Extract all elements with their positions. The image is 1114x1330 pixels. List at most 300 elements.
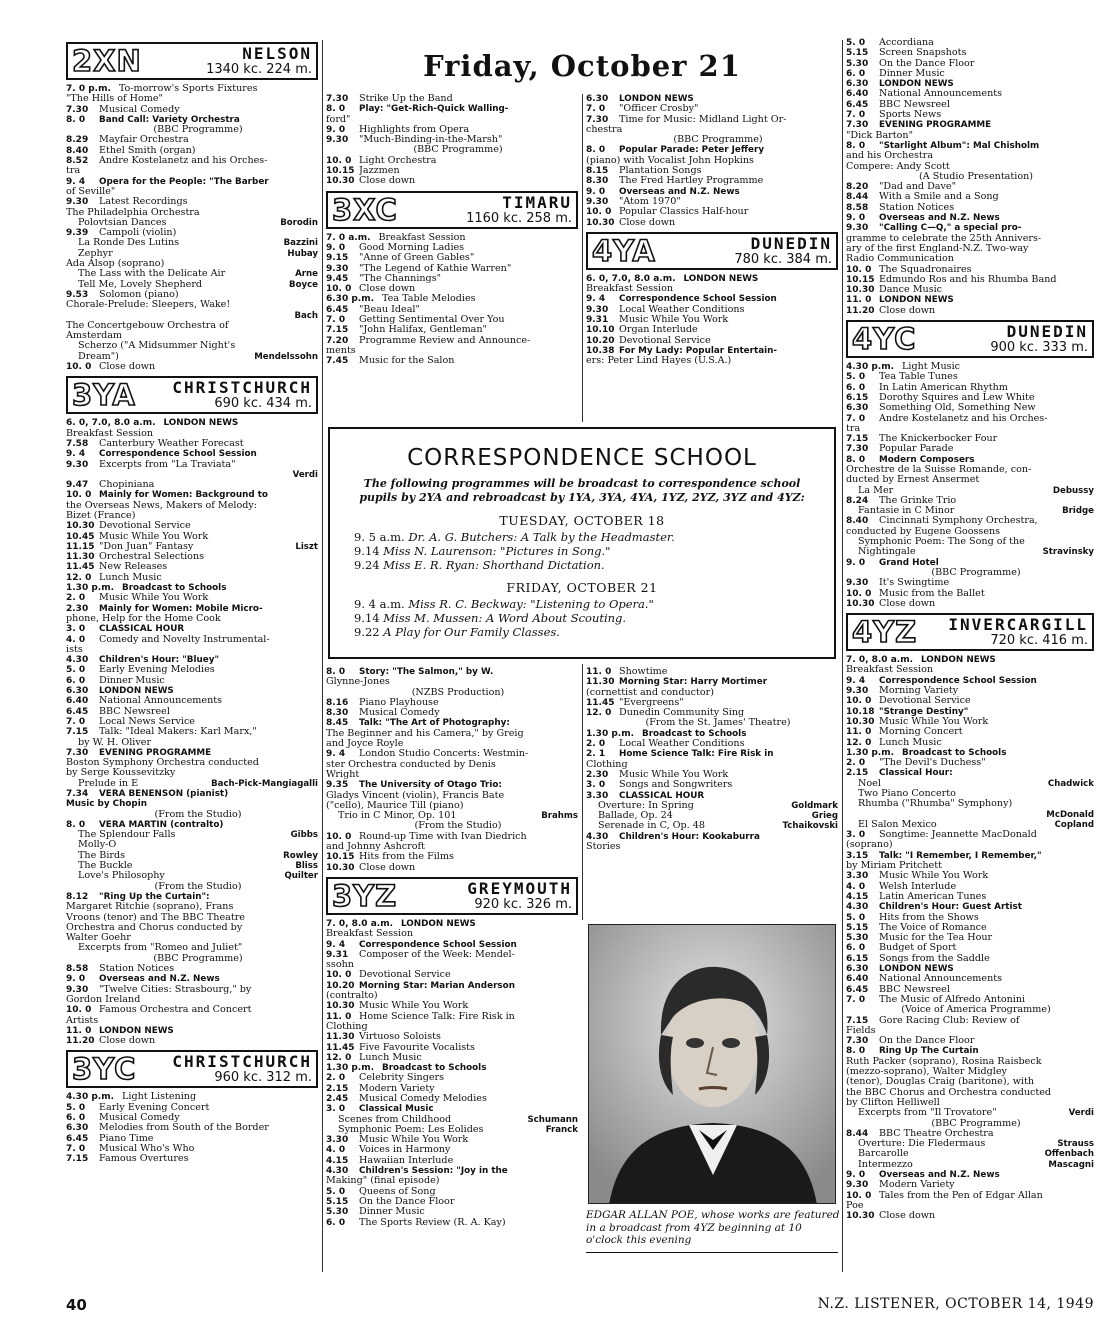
listing-time: 8.52 (66, 156, 89, 167)
listing-text: The Squadronaires (879, 264, 972, 275)
listing-time: 6.40 (846, 89, 869, 100)
correspondence-day-2: FRIDAY, OCTOBER 21 (506, 580, 658, 595)
listing-line (586, 698, 838, 708)
listing-time: 9.30 (586, 196, 609, 207)
listing-time: 5.30 (326, 1207, 349, 1218)
listing-composer: Goldmark (791, 800, 838, 811)
listing-line (326, 718, 578, 728)
listing-time: 8.30 (326, 708, 349, 719)
listing-text: The Music of Alfredo Antonini (879, 994, 1026, 1005)
listing-text: Popular Classics Half-hour (619, 207, 749, 218)
listing-text: "Dad and Dave" (879, 182, 957, 193)
listing-line (326, 1187, 578, 1197)
listing-time: 9.30 (326, 135, 349, 146)
listing-composer: Bliss (295, 861, 318, 872)
listing-line (66, 208, 318, 218)
listing-time: 10.30 (586, 217, 615, 228)
listing-time: 9.30 (326, 263, 349, 274)
listing-time: 5. 0 (846, 38, 866, 48)
listing-time: 10.30 (846, 716, 875, 727)
listing-text: LONDON NEWS (879, 295, 954, 306)
listing-composer: Grieg (811, 811, 838, 822)
listing-text: Morning Star: Harry Mortimer (619, 677, 768, 688)
listing-text: ists (66, 644, 83, 655)
listing-line (846, 1108, 1094, 1118)
listing-text: (soprano) (846, 840, 893, 851)
listing-time: 10. 0 (586, 207, 612, 218)
listing-text: Musical Who's Who (99, 1143, 195, 1154)
listing-time: 10.30 (326, 862, 355, 873)
listing-text: Songs and Songwriters (619, 780, 733, 791)
listing-text: "Twelve Cities: Strasbourg," by (99, 984, 252, 995)
listing-time: 8.45 (326, 718, 349, 729)
listing-line (66, 985, 318, 995)
listing-text: LONDON NEWS (99, 686, 174, 697)
listing-line (66, 501, 318, 511)
correspondence-title: CORRESPONDENCE SCHOOL (407, 445, 757, 471)
listing-text: Popular Parade (879, 444, 954, 455)
listing-text: Virtuoso Soloists (359, 1032, 441, 1043)
listing-line (846, 455, 1094, 465)
listing-line (586, 294, 838, 304)
listing-line (586, 207, 838, 217)
column-4 (846, 38, 1094, 1221)
listing-text: ster Orchestra conducted by Denis (326, 759, 496, 770)
listing-time: 9. 4 (66, 176, 86, 187)
listing-text: Music While You Work (99, 531, 209, 542)
listing-text: and Joyce Royle (326, 739, 404, 750)
listing-text: Overture: In Spring (598, 800, 694, 811)
listing-line (326, 135, 578, 145)
listing-text: Talk: "Ideal Makers: Karl Marx," (99, 727, 257, 738)
listing-text: Home Science Talk: Fire Risk in (619, 749, 774, 760)
listing-line (846, 1139, 1094, 1149)
listing-line (846, 1170, 1094, 1180)
listing-line (326, 1145, 578, 1155)
listing-text: LONDON NEWS (879, 79, 954, 90)
listing-time: 7.20 (326, 335, 349, 346)
listing-time: 9. 4 (66, 449, 86, 460)
listing-text: VERA BENENSON (pianist) (99, 789, 229, 799)
listing-time: 7. 0 (66, 716, 86, 727)
listing-composer: Bridge (1062, 506, 1094, 517)
listing-line (586, 125, 838, 135)
listing-composer: Chadwick (1047, 778, 1094, 789)
listing-line (846, 162, 1094, 172)
listing-text: Overseas and N.Z. News (99, 974, 220, 985)
listing-time: 3.30 (586, 790, 609, 801)
listing-line (66, 259, 318, 269)
listing-text: Celebrity Singers (359, 1073, 445, 1084)
listing-time: 8.24 (846, 495, 869, 506)
listing-line (846, 69, 1094, 79)
poe-portrait (588, 924, 836, 1204)
listing-line (66, 552, 318, 562)
listing-line (66, 135, 318, 145)
listing-line (846, 985, 1094, 995)
listing-line (326, 166, 578, 176)
listing-time: 9.31 (326, 949, 349, 960)
listing-time: 10.38 (586, 345, 615, 356)
listing-line (846, 933, 1094, 943)
listing-line (66, 810, 318, 820)
column-3 (586, 94, 838, 367)
listing-text: Early Evening Melodies (99, 665, 215, 676)
listing-text: On the Dance Floor (879, 58, 975, 69)
listing-text: by W. H. Oliver (78, 737, 152, 748)
column-1 (66, 38, 318, 1165)
listing-line (846, 789, 1094, 799)
listing-text: Lunch Music (359, 1052, 422, 1063)
listing-line (66, 717, 318, 727)
listing-time: 8. 0 (326, 667, 346, 677)
station-city: GREYMOUTH (467, 878, 572, 898)
listing-text: the Overseas News, Makers of Melody: (66, 500, 258, 511)
listing-line (586, 677, 838, 687)
listing-3yz (326, 919, 578, 1228)
listing-time: 10. 0 (326, 155, 352, 166)
listing-text: Accordiana (879, 38, 934, 48)
listing-line (326, 115, 578, 125)
listing-text: La Ronde Des Lutins (78, 238, 180, 249)
listing-text: Early Evening Concert (99, 1102, 210, 1113)
listing-time: 9.30 (846, 578, 869, 589)
listing-time: 6.45 (846, 99, 869, 110)
listing-line (846, 223, 1094, 233)
listing-line (66, 1103, 318, 1113)
listing-text: Something Old, Something New (879, 403, 1036, 414)
listing-line (66, 902, 318, 912)
listing-text: Andre Kostelanetz and his Orches- (99, 156, 268, 167)
listing-text: LONDON NEWS (401, 918, 476, 929)
listing-time: 7.45 (326, 356, 349, 367)
listing-text: Music While You Work (619, 769, 729, 780)
listing-text: Play: "Get-Rich-Quick Walling- (359, 104, 509, 115)
listing-time: 10. 0 (66, 362, 92, 373)
listing-line (66, 871, 318, 881)
listing-composer: Bazzini (283, 238, 318, 249)
portrait-caption: EDGAR ALLAN POE, whose works are featured in a broadcast from 4YZ beginning at 10 o'clock this evening (586, 1209, 840, 1246)
listing-line (586, 346, 838, 356)
listing-text: Music for the Tea Hour (879, 933, 993, 944)
listing-text: Mainly for Women: Mobile Micro- (99, 603, 263, 614)
listing-text: Lunch Music (99, 572, 162, 583)
station-frequency: 1160 kc. 258 m. (466, 210, 572, 226)
listing-text: Home Science Talk: Fire Risk in (359, 1011, 515, 1022)
correspondence-text: Miss E. R. Ryan: Shorthand Dictation. (383, 558, 605, 572)
correspondence-text: Miss N. Laurenson: "Pictures in Song." (383, 544, 611, 558)
listing-time: 6.45 (846, 984, 869, 995)
listing-line (846, 943, 1094, 953)
listing-time: 12. 0 (326, 1052, 352, 1063)
listing-time: 9.35 (326, 780, 349, 791)
listing-text: El Salon Mexico (858, 819, 937, 830)
listing-text: Good Morning Ladies (359, 242, 465, 253)
listing-line (326, 274, 578, 284)
listing-line (846, 465, 1094, 475)
listing-line (586, 791, 838, 801)
listing-time: 7.30 (846, 1036, 869, 1047)
listing-line (846, 192, 1094, 202)
listing-line (586, 284, 838, 294)
listing-line (846, 779, 1094, 789)
listing-line (846, 892, 1094, 902)
listing-line (846, 203, 1094, 213)
listing-line (846, 1180, 1094, 1190)
listing-time: 12. 0 (846, 737, 872, 748)
listing-text: Band Call: Variety Orchestra (99, 114, 240, 125)
listing-time: 9.30 (66, 984, 89, 995)
listing-text: Local Weather Conditions (619, 304, 745, 315)
listing-line (66, 583, 318, 593)
listing-line (846, 851, 1094, 861)
listing-line (326, 243, 578, 253)
listing-text: Light Music (902, 362, 961, 373)
listing-text: Devotional Service (99, 521, 191, 532)
listing-text: Scenes from Childhood (338, 1114, 452, 1125)
listing-text: Music While You Work (359, 1135, 469, 1146)
listing-line (66, 341, 318, 351)
listing-text: (From the Studio) (154, 881, 242, 892)
listing-text: Correspondence School Session (359, 939, 517, 950)
listing-line (66, 94, 318, 104)
listing-time: 6.30 (66, 1123, 89, 1134)
listing-text: ers: Peter Lind Hayes (U.S.A.) (586, 356, 732, 367)
station-call-sign: 3YA (72, 378, 136, 413)
listing-time: 4.30 p.m. (846, 362, 894, 373)
listing-text: "Ring Up the Curtain": (99, 891, 210, 902)
listing-line (66, 954, 318, 964)
listing-line (846, 59, 1094, 69)
listing-time: 5. 0 (846, 912, 866, 923)
listing-time: 1.30 p.m. (66, 583, 114, 594)
listing-text: The Fred Hartley Programme (619, 176, 764, 187)
listing-text: Music While You Work (359, 1001, 469, 1012)
listing-time: 6.30 (586, 94, 609, 104)
listing-line (586, 305, 838, 315)
listing-line (846, 717, 1094, 727)
listing-text: Talk: "I Remember, I Remember," (879, 850, 1042, 861)
listing-text: LONDON NEWS (879, 964, 954, 975)
listing-text: La Mer (858, 485, 894, 496)
listing-time: 6. 0 (326, 1217, 346, 1228)
listing-time: 7.30 (846, 120, 869, 131)
listing-text: BBC Newsreel (879, 984, 950, 995)
listing-text: ssohn (326, 960, 354, 971)
listing-text: Devotional Service (619, 335, 711, 346)
listing-time: 11.45 (586, 697, 615, 708)
listing-text: Songtime: Jeannette MacDonald (879, 830, 1037, 841)
listing-time: 8. 0 (846, 140, 866, 151)
listing-text: Broadcast to Schools (642, 728, 747, 739)
listing-time: 7. 0, 8.0 a.m. (326, 918, 393, 929)
station-city: NELSON (242, 44, 312, 63)
listing-line (586, 336, 838, 346)
listing-line (326, 1156, 578, 1166)
listing-line (66, 974, 318, 984)
listing-text: Queens of Song (359, 1186, 436, 1197)
listing-time: 7.30 (66, 747, 89, 758)
column-rule (322, 40, 323, 1272)
listing-4ya (586, 274, 838, 367)
listing-line (326, 811, 578, 821)
listing-line (66, 882, 318, 892)
listing-time: 7. 0 (586, 104, 606, 115)
listing-text: Songs from the Saddle (879, 953, 990, 964)
listing-text: phone, Help for the Home Cook (66, 613, 221, 624)
listing-text: LONDON NEWS (921, 655, 996, 666)
listing-line (66, 311, 318, 321)
listing-text: Intermezzo (858, 1159, 913, 1170)
listing-line (66, 768, 318, 778)
listing-line (846, 589, 1094, 599)
listing-line (326, 145, 578, 155)
listing-time: 9.30 (586, 304, 609, 315)
listing-text: Children's Hour: Kookaburra (619, 831, 760, 842)
listing-text: "Strange Destiny" (879, 706, 969, 717)
listing-text: Story: "The Salmon," by W. (359, 667, 494, 677)
listing-line (66, 125, 318, 135)
listing-text: EVENING PROGRAMME (879, 120, 992, 131)
station-call-sign: 4YZ (852, 615, 918, 650)
listing-text: Close down (359, 284, 416, 295)
listing-text: LONDON NEWS (99, 1025, 174, 1036)
listing-time: 3. 0 (66, 624, 86, 635)
listing-line (66, 799, 318, 809)
station-city: TIMARU (502, 192, 572, 212)
listing-line (846, 141, 1094, 151)
listing-time: 6.40 (66, 696, 89, 707)
listing-time: 10.15 (326, 852, 355, 863)
listing-text: Glynne-Jones (326, 677, 390, 688)
listing-4yz (846, 655, 1094, 1221)
listing-text: tra (66, 166, 81, 177)
listing-text: Famous Orchestra and Concert (99, 1005, 252, 1016)
station-call-sign: 3XC (332, 192, 398, 227)
correspondence-text: Miss M. Mussen: A Word About Scouting. (383, 611, 627, 625)
page-title: Friday, October 21 (423, 49, 741, 83)
listing-line (326, 708, 578, 718)
listing-line (846, 475, 1094, 485)
listing-line (846, 1211, 1094, 1221)
listing-time: 8.58 (846, 202, 869, 213)
listing-time: 11. 0 (846, 295, 872, 306)
listing-time: 7.30 (586, 114, 609, 125)
listing-line (846, 265, 1094, 275)
listing-line (846, 913, 1094, 923)
listing-composer: Borodin (280, 217, 318, 228)
correspondence-intro: The following programmes will be broadcast to correspondence school pupils by 2YA and rebroadcast by 1YA, 3YA, 4YA, 1YZ, 2YZ, 3YZ and 4YZ: (359, 477, 805, 504)
listing-text: Round-up Time with Ivan Diedrich (359, 831, 527, 842)
listing-line (326, 770, 578, 780)
listing-text: The Voice of Romance (879, 922, 987, 933)
listing-text: The Birds (78, 850, 126, 861)
listing-line (326, 315, 578, 325)
listing-text: Modern Variety (359, 1083, 435, 1094)
listing-line (326, 852, 578, 862)
listing-text: Children's Hour: Guest Artist (879, 902, 1022, 913)
listing-time: 2. 0 (586, 739, 606, 750)
listing-text: Chorale-Prelude: Sleepers, Wake! (66, 300, 231, 311)
listing-line (66, 727, 318, 737)
listing-line (66, 460, 318, 470)
listing-line (846, 568, 1094, 578)
listing-text: Musical Comedy (359, 708, 440, 719)
listing-text: BBC Newsreel (879, 99, 950, 110)
listing-line (846, 1098, 1094, 1108)
listing-text: (Voice of America Programme) (901, 1005, 1051, 1016)
listing-line (66, 593, 318, 603)
listing-text: Edmundo Ros and his Rhumba Band (879, 274, 1057, 285)
station-frequency: 920 kc. 326 m. (474, 896, 572, 912)
listing-line (326, 1104, 578, 1114)
listing-line (846, 295, 1094, 305)
column-2-lower (326, 667, 578, 1228)
listing-text: Musical Comedy (99, 104, 180, 115)
listing-text: Solomon (piano) (99, 289, 179, 300)
listing-line (586, 708, 838, 718)
listing-text: Ring Up The Curtain (879, 1046, 979, 1057)
listing-line (846, 820, 1094, 830)
listing-line (326, 284, 578, 294)
listing-time: 6.30 p.m. (326, 294, 374, 305)
listing-line (846, 923, 1094, 933)
listing-line (846, 655, 1094, 665)
listing-text (66, 311, 290, 321)
listing-time: 8.20 (846, 182, 869, 193)
listing-time: 8. 0 (586, 145, 606, 156)
listing-text: Dorothy Squires and Lew White (879, 392, 1035, 403)
listing-line (66, 933, 318, 943)
listing-time: 9.30 (846, 686, 869, 697)
listing-line (846, 486, 1094, 496)
listing-line (66, 218, 318, 228)
listing-line (846, 213, 1094, 223)
listing-text: Hits from the Films (359, 852, 454, 863)
listing-composer: Schumann (527, 1114, 578, 1125)
listing-text: (From the St. James' Theatre) (645, 718, 791, 729)
listing-time: 7.15 (66, 1154, 89, 1165)
listing-text: Breakfast Session (846, 665, 934, 676)
listing-text: Dinner Music (359, 1207, 425, 1218)
listing-line (326, 688, 578, 698)
listing-text: tra (846, 423, 861, 434)
listing-time: 6. 0, 7.0, 8.0 a.m. (66, 418, 156, 429)
listing-text: Close down (359, 176, 416, 187)
listing-time: 6. 0 (66, 675, 86, 686)
listing-time: 10.18 (846, 706, 875, 717)
listing-time: 5. 0 (846, 372, 866, 383)
correspondence-school-box (328, 427, 836, 659)
listing-text: Close down (99, 1036, 156, 1047)
listing-time: 3.30 (326, 1135, 349, 1146)
listing-line (846, 1160, 1094, 1170)
listing-line (846, 1088, 1094, 1098)
station-city: CHRISTCHURCH (172, 1052, 312, 1072)
listing-line (66, 511, 318, 521)
page-number: 40 (66, 1296, 87, 1314)
listing-text: CLASSICAL HOUR (619, 790, 705, 801)
listing-line (846, 1149, 1094, 1159)
listing-line (586, 325, 838, 335)
listing-line (66, 913, 318, 923)
correspondence-item (352, 558, 812, 572)
listing-text: Two Piano Concerto (858, 789, 956, 799)
listing-text: Screen Snapshots (879, 48, 967, 59)
listing-line (846, 516, 1094, 526)
listing-line (586, 156, 838, 166)
listing-text: Broadcast to Schools (122, 583, 227, 594)
